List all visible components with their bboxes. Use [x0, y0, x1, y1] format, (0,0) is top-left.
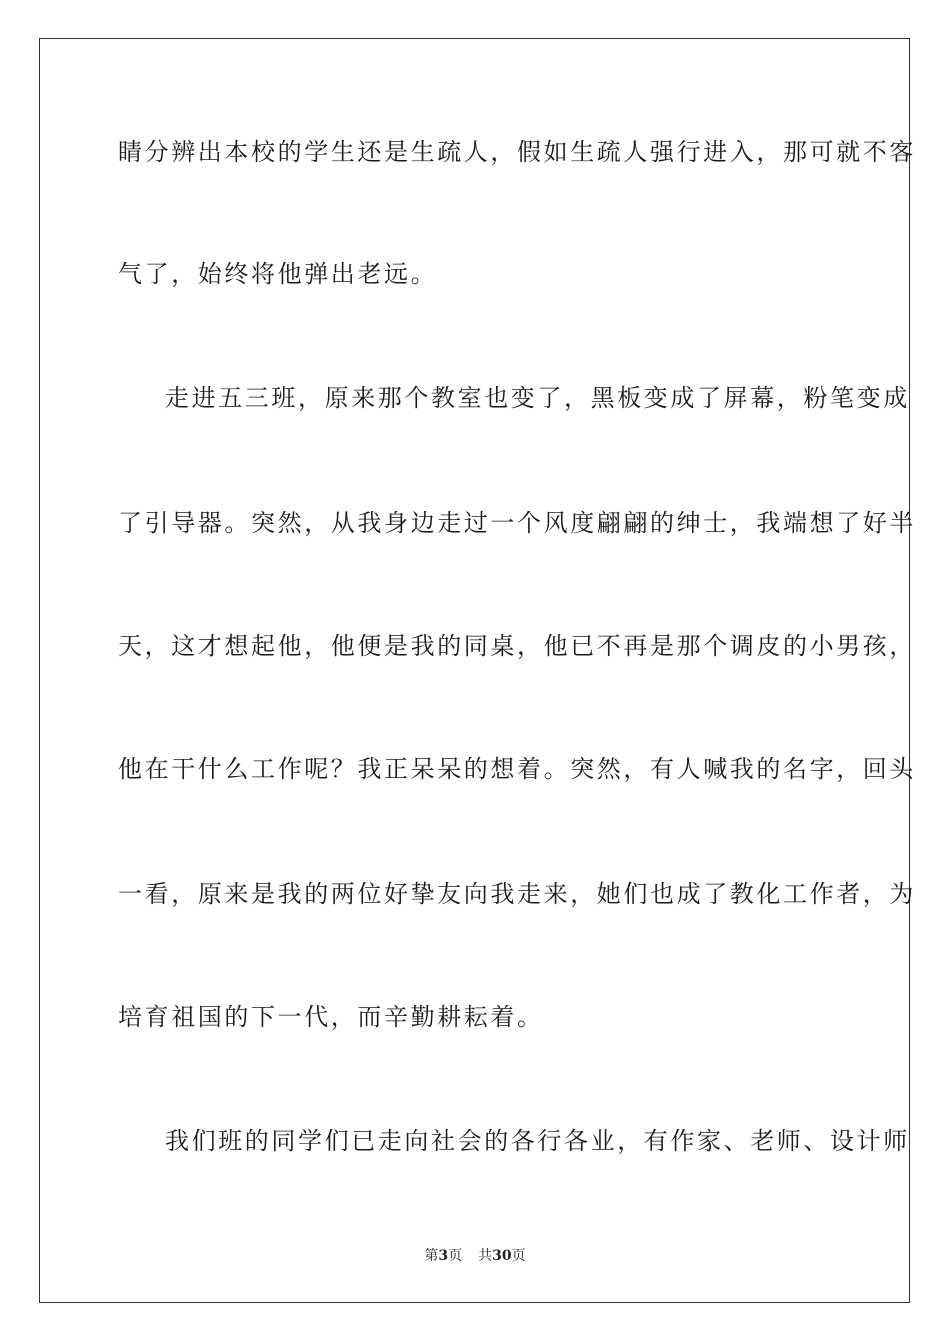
total-pages-number: 30 — [492, 1248, 512, 1264]
total-label-suffix: 页 — [511, 1248, 526, 1264]
text-line-2: 气了，始终将他弹出老远。 — [118, 260, 438, 288]
text-line-7: 一看，原来是我的两位好挚友向我走来，她们也成了教化工作者，为 — [118, 880, 916, 908]
text-line-5: 天，这才想起他，他便是我的同桌，他已不再是那个调皮的小男孩， — [118, 632, 916, 660]
current-page-number: 3 — [438, 1248, 449, 1264]
text-line-8: 培育祖国的下一代，而辛勤耕耘着。 — [118, 1003, 544, 1031]
text-line-4: 了引导器。突然，从我身边走过一个风度翩翩的绅士，我端想了好半 — [118, 509, 916, 537]
page-label-prefix: 第 — [424, 1248, 439, 1264]
text-line-1: 睛分辨出本校的学生还是生疏人，假如生疏人强行进入，那可就不客 — [118, 138, 916, 166]
paragraph-start-line-2: 我们班的同学们已走向社会的各行各业，有作家、老师、设计师 — [165, 1127, 910, 1155]
page-footer — [0, 1247, 950, 1265]
paragraph-start-line: 走进五三班，原来那个教室也变了，黑板变成了屏幕，粉笔变成 — [165, 384, 910, 412]
page-label-suffix: 页 — [448, 1248, 463, 1264]
total-label-prefix: 共 — [478, 1248, 493, 1264]
page-border — [39, 38, 916, 1303]
text-line-6: 他在干什么工作呢？我正呆呆的想着。突然，有人喊我的名字，回头 — [118, 755, 916, 783]
